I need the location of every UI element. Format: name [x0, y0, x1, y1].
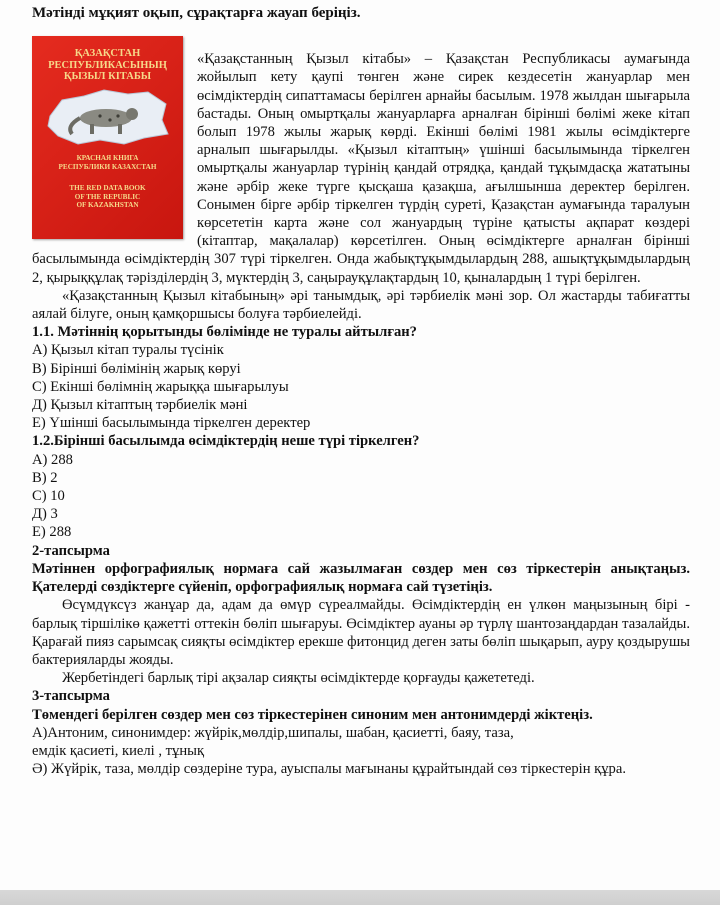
- question-1-1-title: 1.1. Мәтіннің қорытынды бөлімінде не туралы айтылған?: [32, 324, 417, 341]
- answer-option: С) 10: [32, 488, 65, 505]
- answer-option: В) Бірінші бөлімінің жарық көруі: [32, 360, 241, 377]
- intro-paragraph-2: «Қазақстанның Қызыл кітабының» әрі танымдық, әрі тәрбиелік мәні зор. Ол жастарды табиғатты аялай білуге, оның қамқоршысы болуға тәрбиелейді.: [32, 287, 690, 323]
- task-2-label: 2-тапсырма: [32, 542, 110, 559]
- task-3-part-a-line-1: А)Антоним, синонимдер: жүйрік,мөлдір,шипалы, шабан, қасиетті, баяу, таза,: [32, 724, 514, 741]
- question-1-1-options: [32, 341, 690, 432]
- kazakhstan-map-icon: [44, 86, 172, 148]
- answer-option: В) 2: [32, 469, 58, 486]
- task-3-part-a-line-2: емдік қасиеті, киелі , тұнық: [32, 742, 205, 759]
- cover-russian-title: КРАСНАЯ КНИГА РЕСПУБЛИКИ КАЗАХСТАН: [58, 154, 157, 171]
- answer-option: Е) Үшінші басылымында тіркелген деректер: [32, 415, 311, 432]
- answer-option: Д) 3: [32, 506, 58, 523]
- question-1-2-options: [32, 451, 690, 542]
- task-2-paragraph-1: Өсүмдүксүз жанұар да, адам да өмүр сүреалмайды. Өсімдіктердің ен үлкөн маңызының бірі - барлық тіршілікө қажетті оттекін бөліп шығаруы. Өсімдіктер ауаны әр түрлү шантозаңдардан тазалайды. Қарағай пияз сарымсақ сияқты өсімдіктер ерекше фитонцид деген заты бөліп шықарып, ауру қоздырушы бактерияларды жояды.: [32, 597, 690, 668]
- red-book-cover-image: [32, 36, 183, 239]
- cover-title: ҚАЗАҚСТАН РЕСПУБЛИКАСЫНЫҢ ҚЫЗЫЛ КІТАБЫ: [48, 48, 167, 83]
- answer-option: Д) Қызыл кітаптың тәрбиелік мәні: [32, 397, 248, 414]
- document-content: [32, 4, 690, 778]
- intro-paragraph-1: «Қазақстанның Қызыл кітабы» – Қазақстан Республикасы аумағында жойылып кету қаупі төнген және сирек кездесетін жануарлар мен өсімдіктердің сипаттамасы берілген арнайы басылым. 1978 жылдан шығарыла бастады. Оның омыртқалы жануарларға арналған бірінші бөлімі жеке кітап болып 1978 жылы жарық көрді. Екінші бөлімі 1981 жылы өсімдіктерге арналып шығарылды. «Қызыл кітаптың» үшінші басылымында тіркелген омыртқалы жануарлар түрінің қандай отрядқа, қандай тұқымдасқа жататыны және әрбір жеке түрге қысқаша қазақша, ағылшынша деректер берілген. Сонымен бірге әрбір тіркелген түрдің суреті, Қазақстан аумағында таралуын көрсететін карта және сол жануардың түріне қатысты ақпарат көздері (кітаптар, мақалалар) көрсетілген. Оның өсімдіктерге арналған бірінші басылымында өсімдіктердің 307 түрі тіркелген. Онда жабықтұқымдылардың 288, ашықтұқымдылардың 2, қырыққұлақ тәрізділердің 3, мүктердің 3, саңырауқұлақтардың 10, қыналардың 1 түрі берілген.: [32, 51, 690, 286]
- task-3-part-b: Ә) Жүйрік, таза, мөлдір сөздеріне тура, ауыспалы мағынаны құрайтындай сөз тіркестерін құра.: [32, 761, 626, 778]
- answer-option: А) 288: [32, 451, 73, 468]
- task-3-label: 3-тапсырма: [32, 688, 110, 705]
- task-2-paragraph-2: Жербетіндегі барлық тірі ақзалар сияқты өсімдіктерде қорғауды қажететеді.: [62, 670, 535, 687]
- answer-option: Е) 288: [32, 524, 72, 541]
- task-3-instruction: Төмендегі берілген сөздер мен сөз тіркестерінен синоним мен антонимдерді жіктеңіз.: [32, 706, 593, 723]
- answer-option: А) Қызыл кітап туралы түсінік: [32, 342, 224, 359]
- question-1-2-title: 1.2.Бірінші басылымда өсімдіктердің неше түрі тіркелген?: [32, 433, 420, 450]
- intro-section: [32, 14, 690, 323]
- bottom-edge: [0, 890, 720, 905]
- answer-option: С) Екінші бөлімнің жарыққа шығарылуы: [32, 378, 289, 395]
- page-heading: Мәтінді мұқият оқып, сұрақтарға жауап беріңіз.: [32, 5, 361, 21]
- cover-english-title: THE RED DATA BOOK OF THE REPUBLIC OF KAZAKHSTAN: [69, 184, 146, 210]
- task-2-instruction: Мәтіннен орфографиялық нормаға сай жазылмаған сөздер мен сөз тіркестерін анықтаңыз. Қателерді сөздіктерге сүйеніп, орфографиялық нормаға сай түзетіңіз.: [32, 560, 690, 596]
